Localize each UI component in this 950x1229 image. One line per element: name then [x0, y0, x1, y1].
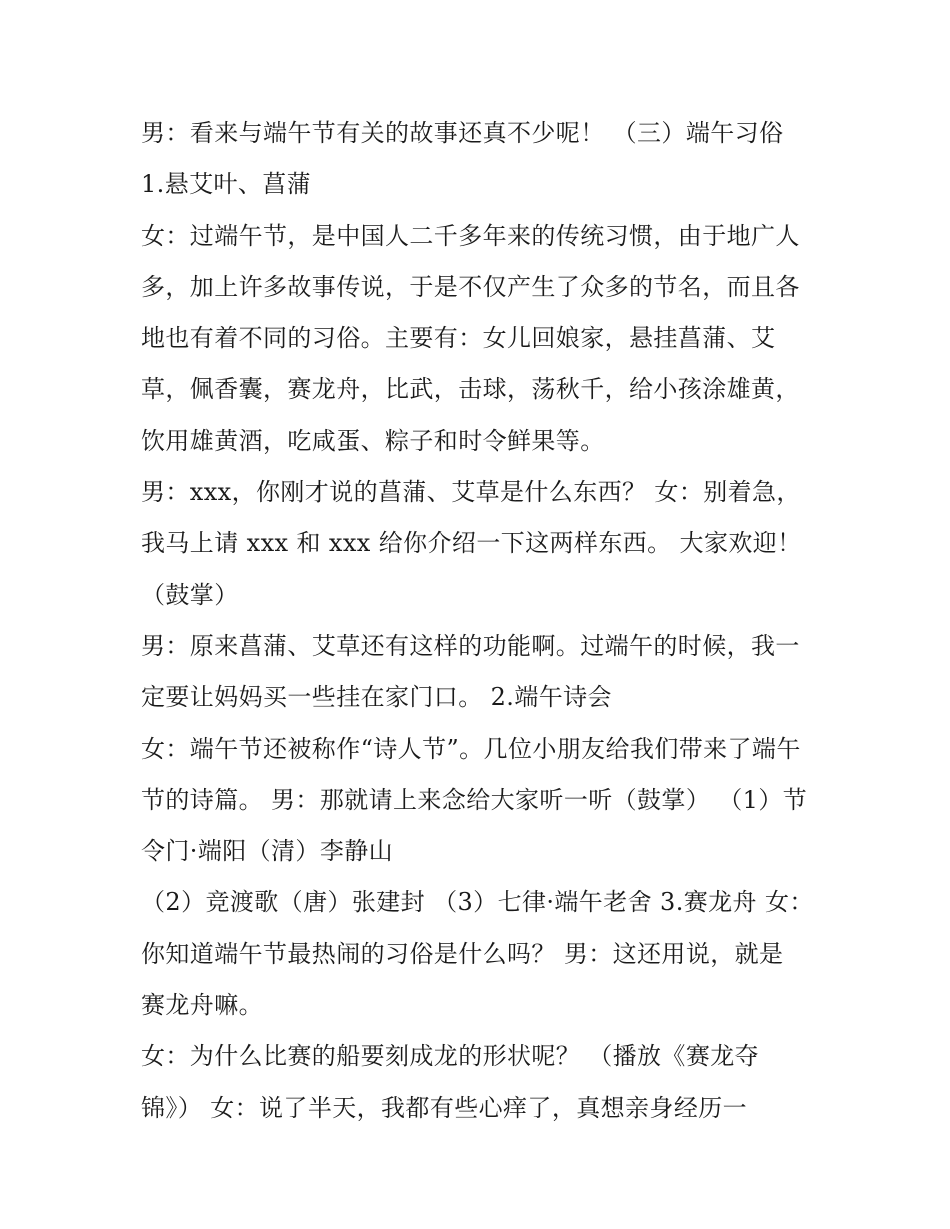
text-line: （2）竞渡歌（唐）张建封 （3）七律·端午老舍 3.赛龙舟 女： — [141, 888, 814, 917]
text-line: 男：看来与端午节有关的故事还真不少呢！ （三）端午习俗 — [141, 119, 784, 147]
text-line: 饮用雄黄酒，吃咸蛋、粽子和时令鲜果等。 — [141, 426, 605, 455]
text-line: 男：原来菖蒲、艾草还有这样的功能啊。过端午的时候，我一 — [141, 631, 800, 660]
text-line: 女：为什么比赛的船要刻成龙的形状呢？ （播放《赛龙夺 — [141, 1042, 760, 1071]
text-line: 草，佩香囊，赛龙舟，比武，击球，荡秋千，给小孩涂雄黄， — [141, 375, 800, 404]
text-line: （鼓掌） — [141, 580, 239, 609]
document-body — [141, 108, 821, 1134]
text-line: 你知道端午节最热闹的习俗是什么吗？ 男：这还用说，就是 — [141, 939, 784, 968]
text-line: 女：过端午节，是中国人二千多年来的传统习惯，由于地广人 — [141, 221, 800, 250]
text-line: 1.悬艾叶、菖蒲 — [141, 170, 312, 199]
text-line: 我马上请 xxx 和 xxx 给你介绍一下这两样东西。 大家欢迎！ — [141, 529, 802, 558]
text-line: 节的诗篇。 男：那就请上来念给大家听一听（鼓掌） （1）节 — [141, 785, 808, 814]
text-line: 多，加上许多故事传说，于是不仅产生了众多的节名，而且各 — [141, 272, 800, 301]
text-line: 锦》） 女：说了半天，我都有些心痒了，真想亲身经历一 — [141, 1093, 748, 1122]
text-line: 定要让妈妈买一些挂在家门口。 2.端午诗会 — [141, 683, 612, 712]
text-line: 地也有着不同的习俗。主要有：女儿回娘家，悬挂菖蒲、艾 — [141, 324, 776, 353]
text-line: 令门·端阳（清）李静山 — [141, 837, 394, 866]
text-line: 赛龙舟嘛。 — [141, 991, 263, 1020]
text-line: 男：xxx，你刚才说的菖蒲、艾草是什么东西？ 女：别着急， — [141, 478, 801, 507]
text-line: 女：端午节还被称作“诗人节”。几位小朋友给我们带来了端午 — [141, 734, 801, 763]
